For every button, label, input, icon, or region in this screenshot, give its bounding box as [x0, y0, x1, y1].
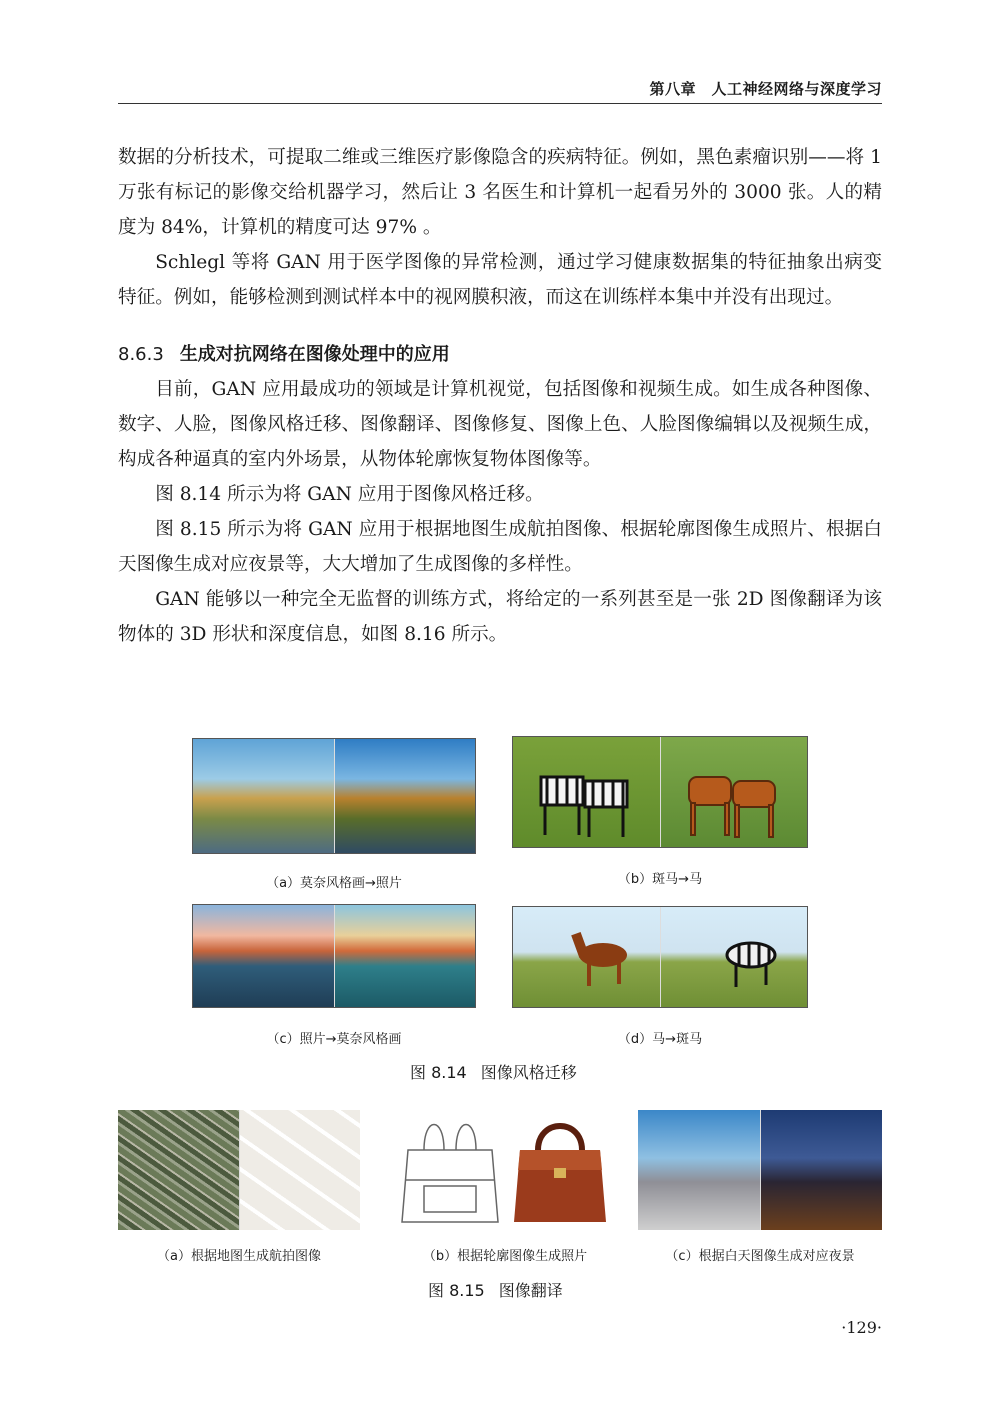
zebra-image [513, 737, 660, 847]
figure-815c-image [638, 1110, 882, 1230]
aerial-image [118, 1110, 239, 1230]
figure-814a-caption: （a）莫奈风格画→照片 [266, 876, 402, 891]
paragraph-5: 图 8.15 所示为将 GAN 应用于根据地图生成航拍图像、根据轮廓图像生成照片、根据白天图像生成对应夜景等，大大增加了生成图像的多样性。 [118, 519, 882, 575]
figure-814c-image [192, 904, 476, 1008]
figure-815-title [428, 1278, 563, 1301]
figure-814b-image [512, 736, 808, 848]
figure-814d-caption: （d）马→斑马 [617, 1032, 703, 1047]
figure-814a-image [192, 738, 476, 854]
day-city-image [638, 1110, 760, 1230]
figure-814d-image [512, 906, 808, 1008]
night-city-image [760, 1110, 883, 1230]
figure-815a-image [118, 1110, 360, 1230]
chapter-title: 第八章 人工神经网络与深度学习 [649, 80, 882, 98]
figure-814-number: 图 8.14 [410, 1063, 467, 1082]
figure-814-name: 图像风格迁移 [480, 1063, 577, 1082]
figure-814c-caption: （c）照片→莫奈风格画 [266, 1032, 402, 1047]
page-number: ·129· [841, 1318, 882, 1337]
bag-photo-image [508, 1110, 612, 1228]
bag-outline-image [398, 1110, 502, 1228]
figure-815b-caption: （b）根据轮廓图像生成照片 [422, 1249, 588, 1264]
running-header [118, 74, 882, 104]
town-painting-image [334, 905, 476, 1007]
running-horse-image [513, 907, 660, 1007]
horse-image [660, 737, 808, 847]
town-photo-image [193, 905, 334, 1007]
map-image [239, 1110, 361, 1230]
paragraph-2: Schlegl 等将 GAN 用于医学图像的异常检测，通过学习健康数据集的特征抽象出病变特征。例如，能够检测到测试样本中的视网膜积液，而这在训练样本集中并没有出现过。 [118, 252, 882, 308]
figure-815-name: 图像翻译 [498, 1281, 563, 1300]
monet-painting-image [193, 739, 334, 853]
paragraph-6: GAN 能够以一种完全无监督的训练方式，将给定的一系列甚至是一张 2D 图像翻译为该物体的 3D 形状和深度信息，如图 8.16 所示。 [118, 589, 882, 645]
figure-815c-caption: （c）根据白天图像生成对应夜景 [665, 1249, 855, 1264]
section-title: 生成对抗网络在图像处理中的应用 [179, 344, 450, 365]
body-text [118, 140, 882, 652]
figure-815-number: 图 8.15 [428, 1281, 485, 1300]
paragraph-3: 目前，GAN 应用最成功的领域是计算机视觉，包括图像和视频生成。如生成各种图像、数字、人脸，图像风格迁移、图像翻译、图像修复、图像上色、人脸图像编辑以及视频生成，构成各种逼真的室内外场景，从物体轮廓恢复物体图像等。 [118, 379, 882, 470]
figure-814-title [410, 1060, 577, 1083]
paragraph-4: 图 8.14 所示为将 GAN 应用于图像风格迁移。 [155, 484, 544, 505]
monet-photo-image [334, 739, 476, 853]
section-number: 8.6.3 [118, 344, 164, 365]
figure-815a-caption: （a）根据地图生成航拍图像 [157, 1249, 321, 1264]
section-heading [118, 337, 882, 372]
figure-814b-caption: （b）斑马→马 [617, 872, 703, 887]
running-zebra-image [660, 907, 808, 1007]
paragraph-1: 数据的分析技术，可提取二维或三维医疗影像隐含的疾病特征。例如，黑色素瘤识别——将 1 万张有标记的影像交给机器学习，然后让 3 名医生和计算机一起看另外的 3000 张。人的精度为 84%，计算机的精度可达 97% 。 [118, 147, 882, 238]
